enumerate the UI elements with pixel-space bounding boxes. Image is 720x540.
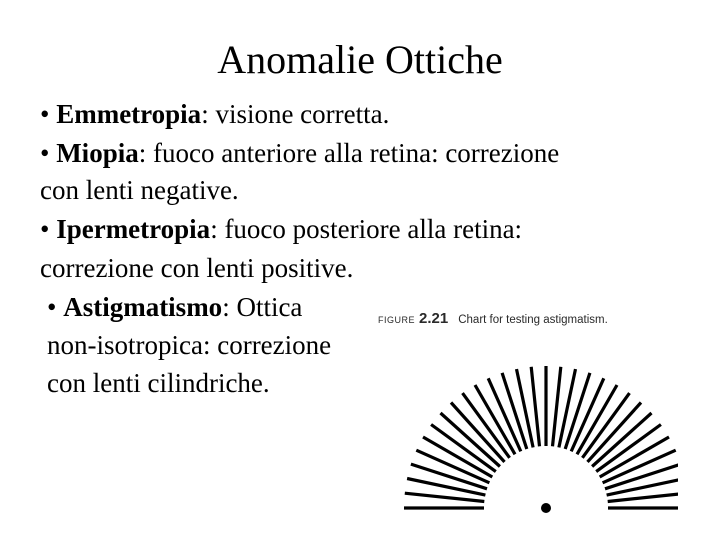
figure-caption-text: Chart for testing astigmatism. (458, 314, 608, 326)
fan-ray (405, 493, 485, 501)
continuation-line (40, 174, 239, 206)
definition-text: : fuoco anteriore alla retina: correzione (138, 138, 560, 168)
figure-label: FIGURE (378, 315, 416, 325)
definition-text: con lenti negative. (40, 175, 239, 205)
figure-number: 2.21 (419, 310, 449, 327)
definition-text: correzione con lenti positive. (40, 253, 354, 283)
definition-text: : fuoco posteriore alla retina: (210, 214, 523, 244)
fan-ray (608, 493, 678, 501)
term-ipermetropia: Ipermetropia (56, 214, 211, 244)
bullet-astigmatismo (47, 291, 302, 323)
fan-ray (517, 369, 534, 447)
term-miopia: Miopia (56, 138, 139, 168)
definition-text: non-isotropica: correzione (47, 330, 332, 360)
continuation-line (47, 329, 331, 361)
bullet-miopia (40, 137, 559, 169)
bullet-mark: • (40, 214, 57, 244)
bullet-ipermetropia (40, 213, 522, 245)
astigmatism-figure (378, 290, 678, 535)
definition-text: : Ottica (222, 292, 303, 322)
fan-ray (553, 367, 561, 447)
bullet-mark: • (40, 138, 57, 168)
fan-ray (607, 479, 678, 496)
term-astigmatismo: Astigmatismo (63, 292, 223, 322)
slide-title: Anomalie Ottiche (217, 37, 503, 82)
bullet-mark: • (47, 292, 64, 322)
bullet-emmetropia (40, 98, 389, 130)
continuation-line (47, 367, 270, 399)
definition-text: : visione corretta. (201, 99, 390, 129)
continuation-line (40, 252, 353, 284)
fan-ray (531, 367, 539, 447)
fan-ray (559, 369, 576, 447)
fixation-dot (541, 503, 551, 513)
astigmatism-chart (378, 290, 678, 535)
fan-ray (407, 479, 485, 496)
term-emmetropia: Emmetropia (56, 99, 202, 129)
definition-text: con lenti cilindriche. (47, 368, 270, 398)
bullet-mark: • (40, 99, 57, 129)
